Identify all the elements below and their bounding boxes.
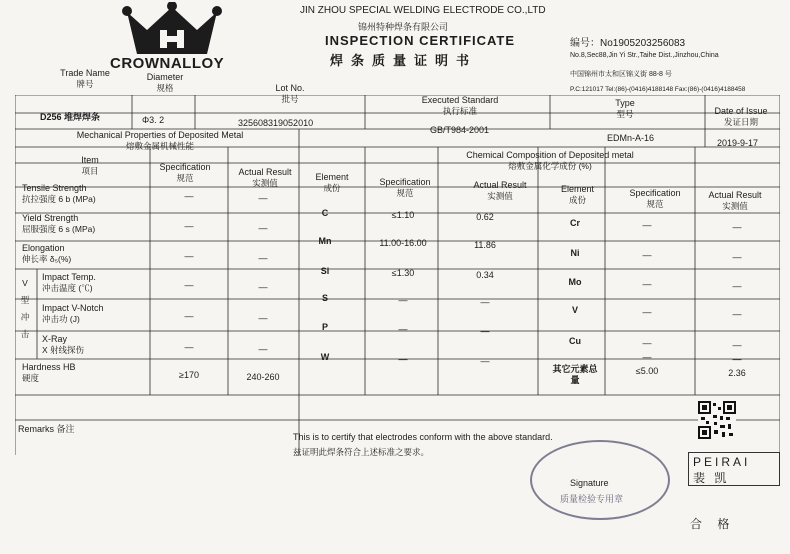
trade-name-value: D256 堆焊焊条 [40, 112, 101, 122]
chem-actual-value: 0.62 [476, 212, 494, 222]
mech-spec-value: — [184, 311, 194, 321]
mech-spec-header: Specification 规范 [159, 162, 211, 183]
chem-spec-value: — [642, 250, 652, 260]
qr-code-icon [698, 401, 736, 439]
mech-item-label: Hardness HB 硬度 [22, 362, 76, 383]
inspector-stamp: PEIRAI 裴 凯 [688, 452, 780, 486]
chem-spec-value: — [642, 307, 652, 317]
mech-actual-value: — [258, 223, 268, 233]
chem-spec-value: — [642, 279, 652, 289]
signature-label: Signature [570, 478, 609, 488]
chem-actual-value: 11.86 [474, 240, 496, 250]
chem-actual-value: — [480, 326, 490, 336]
chem-element: C [321, 208, 329, 218]
date-value: 2019-9-17 [717, 138, 759, 148]
chem-actual-header: Actual Result 实测值 [473, 180, 527, 201]
chem-spec-header-2: Specification 规范 [629, 188, 681, 209]
mech-item-label: X-Ray X 射线探伤 [42, 334, 85, 355]
certificate-number: 编号：No1905203256083 [570, 38, 686, 49]
mech-item-label: Impact V-Notch 冲击功 (J) [42, 303, 104, 324]
chem-element: 其它元素总量 [552, 364, 598, 385]
diameter-value: Φ3. 2 [142, 115, 165, 125]
type-value: EDMn-A-16 [607, 133, 655, 143]
mech-actual-value: — [258, 313, 268, 323]
chem-element-header-2: Element 成份 [560, 184, 595, 205]
mech-spec-value: ≥170 [179, 370, 199, 380]
mech-item-label: Tensile Strength 抗拉强度 6 b (MPa) [22, 183, 96, 204]
item-header: Item 项目 [81, 155, 99, 176]
chem-actual-value: — [732, 281, 742, 291]
mech-item-label: Yield Strength 屈服强度 6 s (MPa) [22, 213, 96, 234]
lot-no-label: Lot No. 批号 [275, 83, 305, 104]
chem-spec-value: 11.00-16.00 [379, 238, 427, 248]
mech-item-label: Impact Temp. 冲击温度 (℃) [42, 272, 96, 293]
date-label: Date of Issue 发证日期 [714, 106, 768, 127]
title-cn: 焊条质量证明书 [330, 53, 478, 68]
mech-actual-value: — [258, 344, 268, 354]
address-en: No.8,Sec88,Jin Yi Str.,Taihe Dist.,Jinzhou,China [570, 52, 719, 59]
chem-element-header: Element 成份 [315, 172, 349, 193]
trade-name-label: Trade Name 牌号 [60, 68, 110, 89]
mech-actual-value: 240-260 [246, 372, 280, 382]
company-name-cn: 锦州特种焊条有限公司 [358, 22, 449, 32]
certify-statement-en: This is to certify that electrodes conform with the above standard. [293, 432, 553, 442]
mech-actual-value: — [258, 193, 268, 203]
chem-spec-value: ≤1.10 [391, 210, 415, 220]
chem-spec-value: — [642, 220, 652, 230]
chem-actual-value: — [732, 252, 742, 262]
chem-spec-value: — [398, 295, 408, 305]
seal-text: 质量检验专用章 [560, 494, 624, 504]
certify-statement-cn: 兹证明此焊条符合上述标准之要求。 [293, 447, 430, 457]
chem-actual-value: — [480, 297, 490, 307]
mech-spec-value: — [184, 280, 194, 290]
chem-actual-value: — [480, 356, 490, 366]
mech-spec-value: — [184, 191, 194, 201]
mech-spec-value: — [184, 342, 194, 352]
standard-label: Executed Standard 执行标准 [421, 95, 499, 116]
chem-actual-value: — [732, 222, 742, 232]
chem-element: Cr [569, 218, 580, 228]
chem-spec-header: Specification 规范 [379, 177, 431, 198]
chem-actual-header-2: Actual Result 实测值 [708, 190, 762, 211]
mech-actual-header: Actual Result 实测值 [238, 167, 292, 188]
title-en: INSPECTION CERTIFICATE [325, 33, 516, 48]
mech-spec-value: — [184, 251, 194, 261]
mech-actual-value: — [258, 253, 268, 263]
type-label: Type 型号 [615, 98, 635, 119]
chem-spec-value: — [642, 352, 652, 362]
chem-spec-value: ≤5.00 [635, 366, 659, 376]
standard-value: GB/T984-2001 [430, 125, 490, 135]
chem-element: Cu [569, 336, 581, 346]
chem-element: W [320, 352, 330, 362]
chem-element: Si [320, 266, 330, 276]
remarks-label: Remarks 备注 [18, 424, 75, 434]
brand-name: CROWNALLOY [110, 55, 225, 72]
chem-element: Mn [318, 236, 332, 246]
chem-spec-value: — [642, 338, 652, 348]
chem-actual-value: — [732, 354, 742, 364]
chem-element: P [321, 322, 328, 332]
mech-heading: Mechanical Properties of Deposited Metal 熔敷金属机械性能 [76, 130, 244, 151]
mech-actual-value: — [258, 282, 268, 292]
chem-spec-value: — [398, 324, 408, 334]
chem-element: V [571, 305, 578, 315]
chem-element: Mo [568, 277, 582, 287]
address-cn: 中国锦州市太和区锦义街 88-8 号 [570, 71, 672, 78]
chem-actual-value: — [732, 309, 742, 319]
mech-item-label: Elongation 伸长率 δ₅(%) [22, 243, 72, 264]
chem-actual-value: 2.36 [728, 368, 746, 378]
chem-actual-value: 0.34 [476, 270, 494, 280]
company-name-en: JIN ZHOU SPECIAL WELDING ELECTRODE CO.,LTD [300, 5, 546, 16]
chem-element: Ni [570, 248, 580, 258]
lot-no-value: 325608319052010 [238, 118, 314, 128]
contact-info: P.C:121017 Tel:(86)-(0416)4188148 Fax:(86)-(0416)4188458 [570, 86, 746, 93]
v-notch-group-label: V型冲击 [20, 278, 30, 339]
chem-actual-value: — [732, 340, 742, 350]
pass-mark: 合 格 [690, 517, 736, 531]
chem-spec-value: ≤1.30 [391, 268, 415, 278]
diameter-label: Diameter 规格 [146, 72, 184, 93]
mech-spec-value: — [184, 221, 194, 231]
chem-heading: Chemical Composition of Deposited metal 熔敷金属化学成份 (%) [466, 150, 634, 171]
chem-spec-value: — [398, 354, 408, 364]
chem-element: S [321, 293, 328, 303]
